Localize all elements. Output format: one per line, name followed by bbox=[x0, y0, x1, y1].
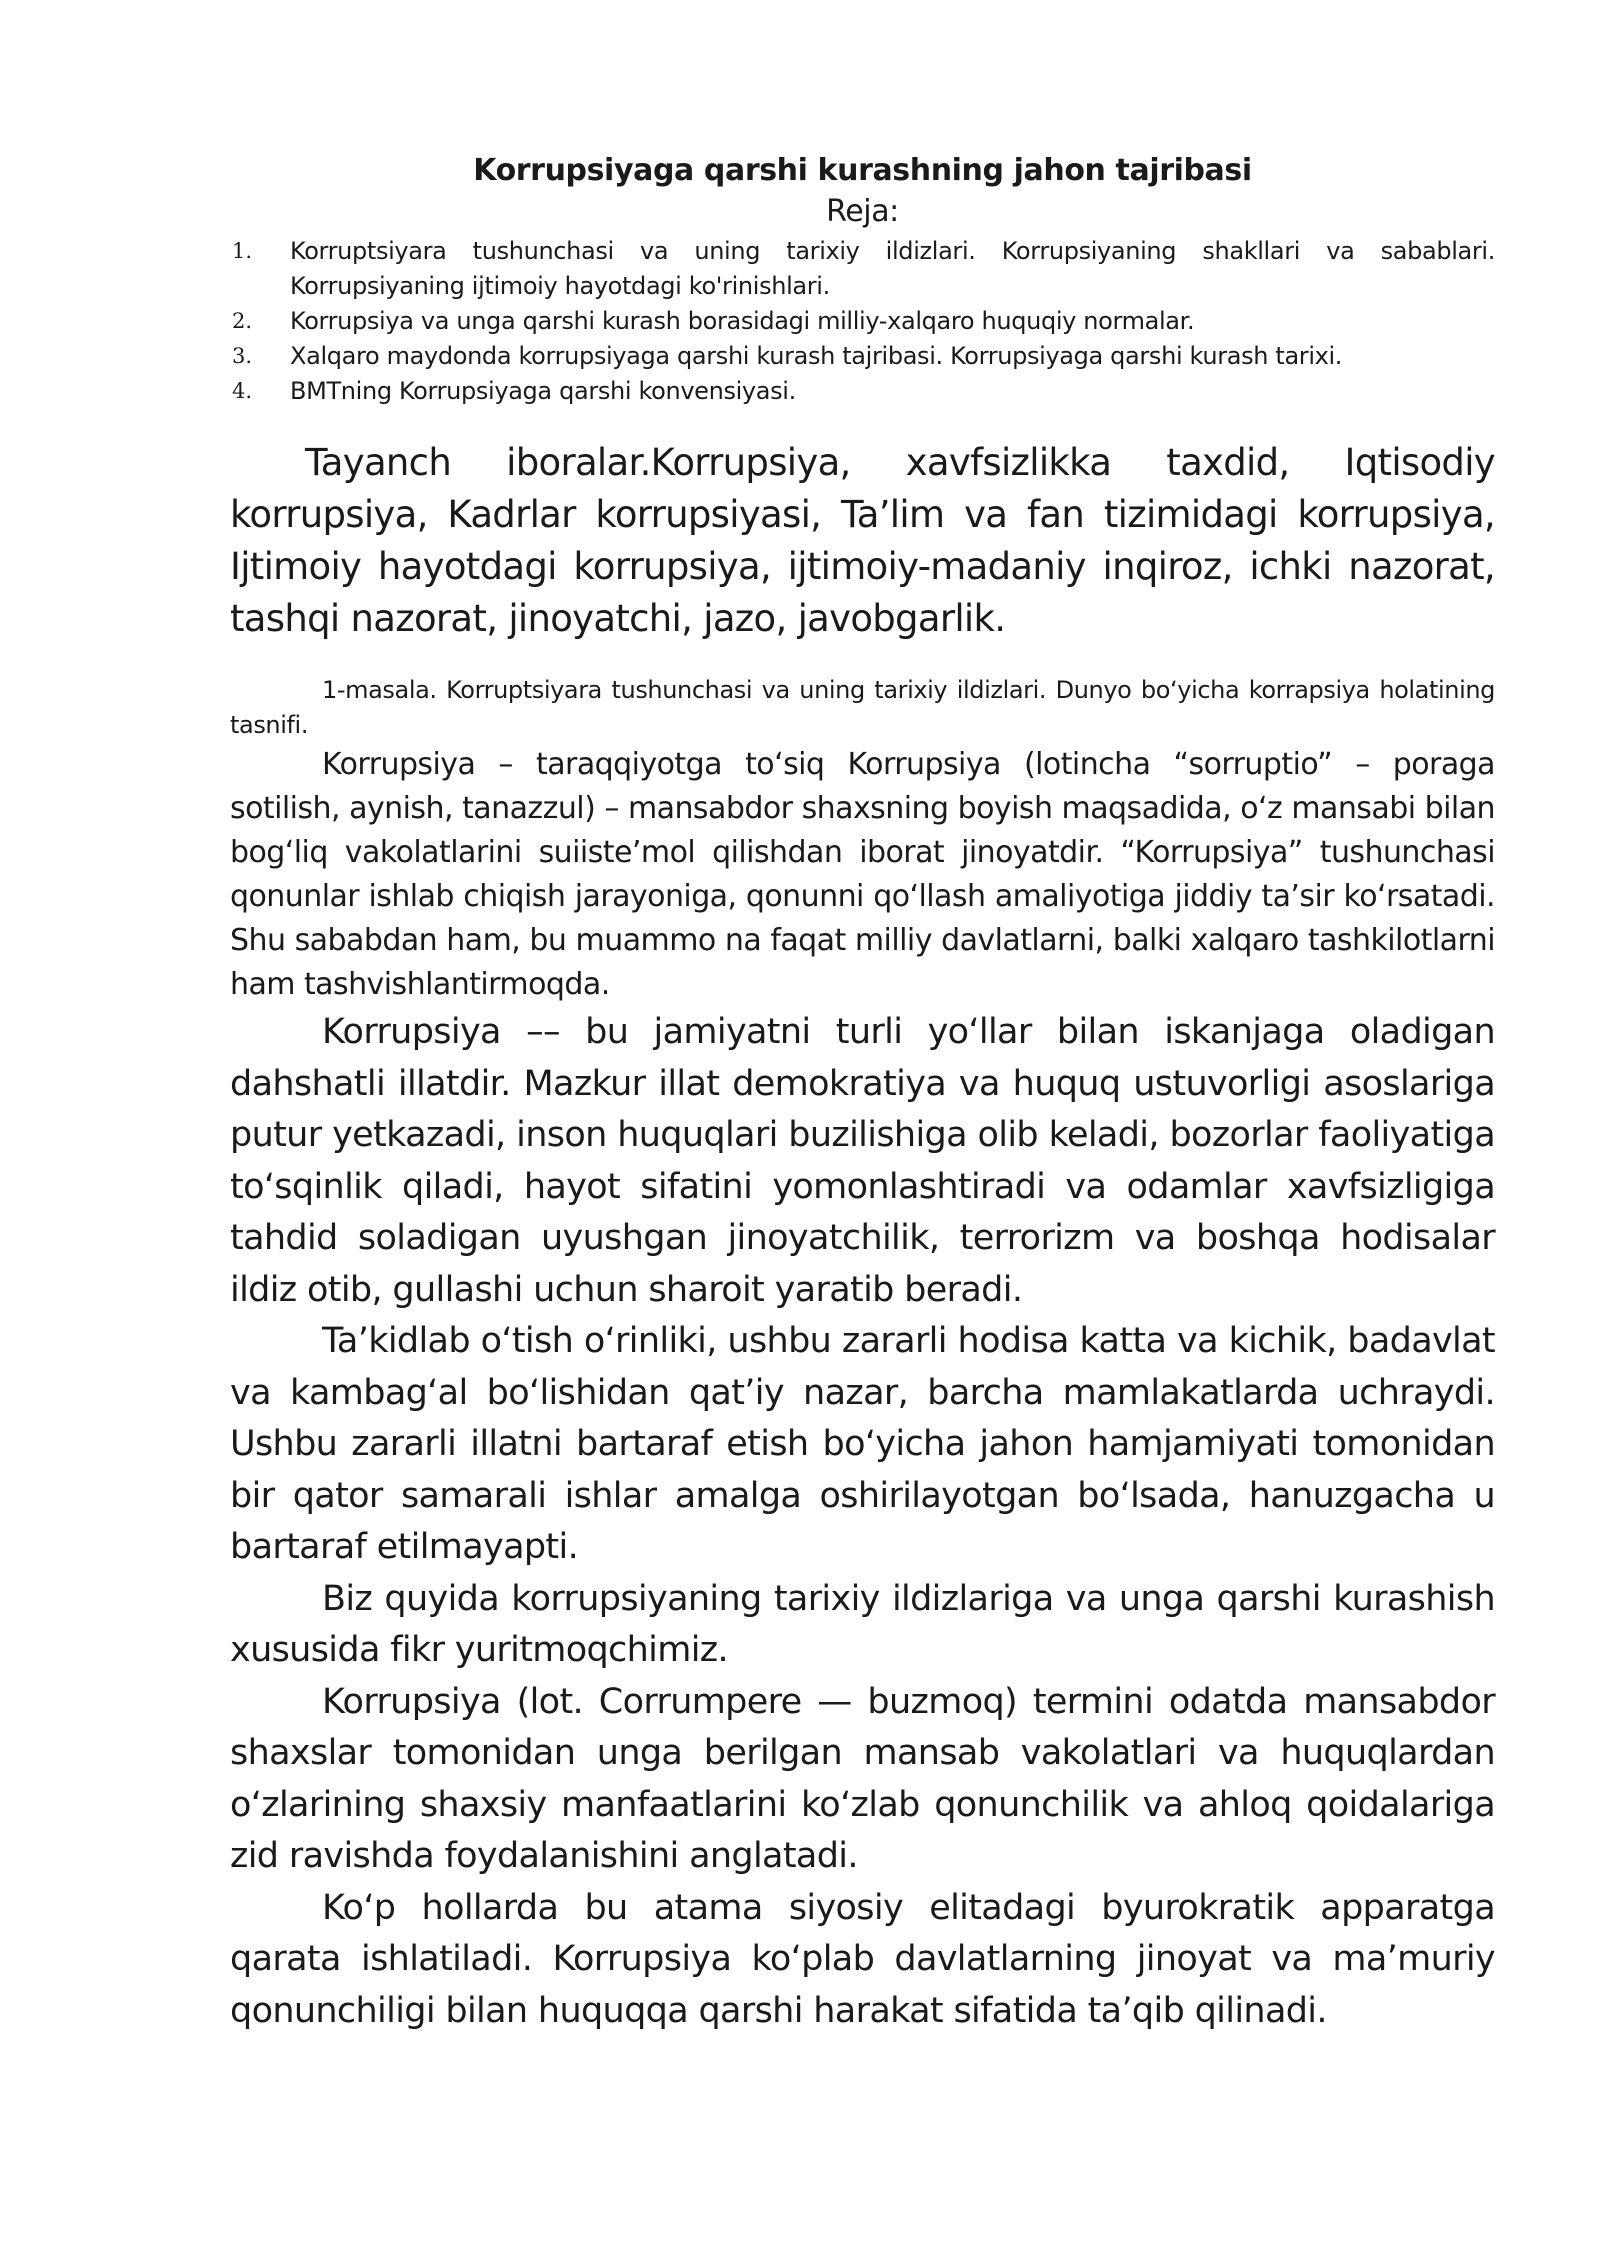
list-item-number: 4. bbox=[232, 379, 253, 403]
body-paragraph: Ta’kidlab o‘tish o‘rinliki, ushbu zararli hodisa katta va kichik, badavlat va kambag‘al bo‘lishidan qat’iy nazar, barcha mamlakatlarda uchraydi. Ushbu zararli illatni bartaraf etish bo‘yicha jahon hamjamiyati tomonidan bir qator samarali ishlar amalga oshirilayotgan bo‘lsada, hanuzgacha u bartaraf etilmayapti. bbox=[230, 1321, 1495, 1567]
plan-heading: Reja: bbox=[826, 194, 899, 229]
body-paragraph: Biz quyida korrupsiyaning tarixiy ildizlariga va unga qarshi kurashish xususida fikr yuritmoqchimiz. bbox=[230, 1578, 1495, 1670]
list-item-number: 1. bbox=[232, 239, 253, 263]
list-item bbox=[230, 304, 1495, 339]
body-paragraph: Korrupsiya – taraqqiyotga to‘siq Korrupsiya (lotincha “sorruptio” – poraga sotilish, aynish, tanazzul) – mansabdor shaxsning boyish maqsadida, o‘z mansabi bilan bog‘liq vakolatlarini suiiste’mol qilishdan iborat jinoyatdir. “Korrupsiya” tushunchasi qonunlar ishlab chiqish jarayoniga, qonunni qo‘llash amaliyotiga jiddiy ta’sir ko‘rsatadi. Shu sababdan ham, bu muammo na faqat milliy davlatlarni, balki xalqaro tashkilotlarni ham tashvishlantirmoqda. bbox=[230, 747, 1495, 1002]
document-title: Korrupsiyaga qarshi kurashning jahon tajribasi bbox=[473, 153, 1252, 188]
list-item-text: Korrupsiya va unga qarshi kurash borasidagi milliy-xalqaro huquqiy normalar. bbox=[290, 307, 1195, 335]
document-page bbox=[230, 150, 1495, 2037]
list-item bbox=[230, 234, 1495, 304]
list-item-number: 3. bbox=[232, 344, 253, 368]
body-paragraph: Korrupsiya (lot. Corrumpere — buzmoq) termini odatda mansabdor shaxslar tomonidan unga berilgan mansab vakolatlari va huquqlardan o‘zlarining shaxsiy manfaatlarini ko‘zlab qonunchilik va ahloq qoidalariga zid ravishda foydalanishini anglatadi. bbox=[230, 1681, 1495, 1876]
list-item bbox=[230, 339, 1495, 374]
list-item-text: BMTning Korrupsiyaga qarshi konvensiyasi. bbox=[290, 377, 796, 405]
list-item-text: Xalqaro maydonda korrupsiyaga qarshi kurash tajribasi. Korrupsiyaga qarshi kurash tarixi. bbox=[290, 342, 1343, 370]
section-heading: 1-masala. Korruptsiyara tushunchasi va uning tarixiy ildizlari. Dunyo bo‘yicha korrapsiya holatining tasnifi. bbox=[230, 676, 1495, 739]
plan-list bbox=[230, 234, 1495, 409]
body-paragraph: Korrupsiya –– bu jamiyatni turli yo‘llar bilan iskanjaga oladigan dahshatli illatdir. Mazkur illat demokratiya va huquq ustuvorligi asoslariga putur yetkazadi, inson huquqlari buzilishiga olib keladi, bozorlar faoliyatiga to‘sqinlik qiladi, hayot sifatini yomonlashtiradi va odamlar xavfsizligiga tahdid soladigan uyushgan jinoyatchilik, terrorizm va boshqa hodisalar ildiz otib, gullashi uchun sharoit yaratib beradi. bbox=[230, 1012, 1495, 1310]
body-paragraph: Ko‘p hollarda bu atama siyosiy elitadagi byurokratik apparatga qarata ishlatiladi. Korrupsiya ko‘plab davlatlarning jinoyat va ma’muriy qonunchiligi bilan huquqqa qarshi harakat sifatida ta’qib qilinadi. bbox=[230, 1887, 1495, 2031]
keywords-paragraph: Tayanch iboralar.Korrupsiya, xavfsizlikka taxdid, Iqtisodiy korrupsiya, Kadrlar korrupsiyasi, Ta’lim va fan tizimidagi korrupsiya, Ijtimoiy hayotdagi korrupsiya, ijtimoiy-madaniy inqiroz, ichki nazorat, tashqi nazorat, jinoyatchi, jazo, javobgarlik. bbox=[230, 441, 1495, 640]
list-item bbox=[230, 374, 1495, 409]
list-item-text: Korruptsiyara tushunchasi va uning tarixiy ildizlari. Korrupsiyaning shakllari va sabablari. Korrupsiyaning ijtimoiy hayotdagi ko'rinishlari. bbox=[290, 237, 1495, 300]
list-item-number: 2. bbox=[232, 309, 253, 333]
